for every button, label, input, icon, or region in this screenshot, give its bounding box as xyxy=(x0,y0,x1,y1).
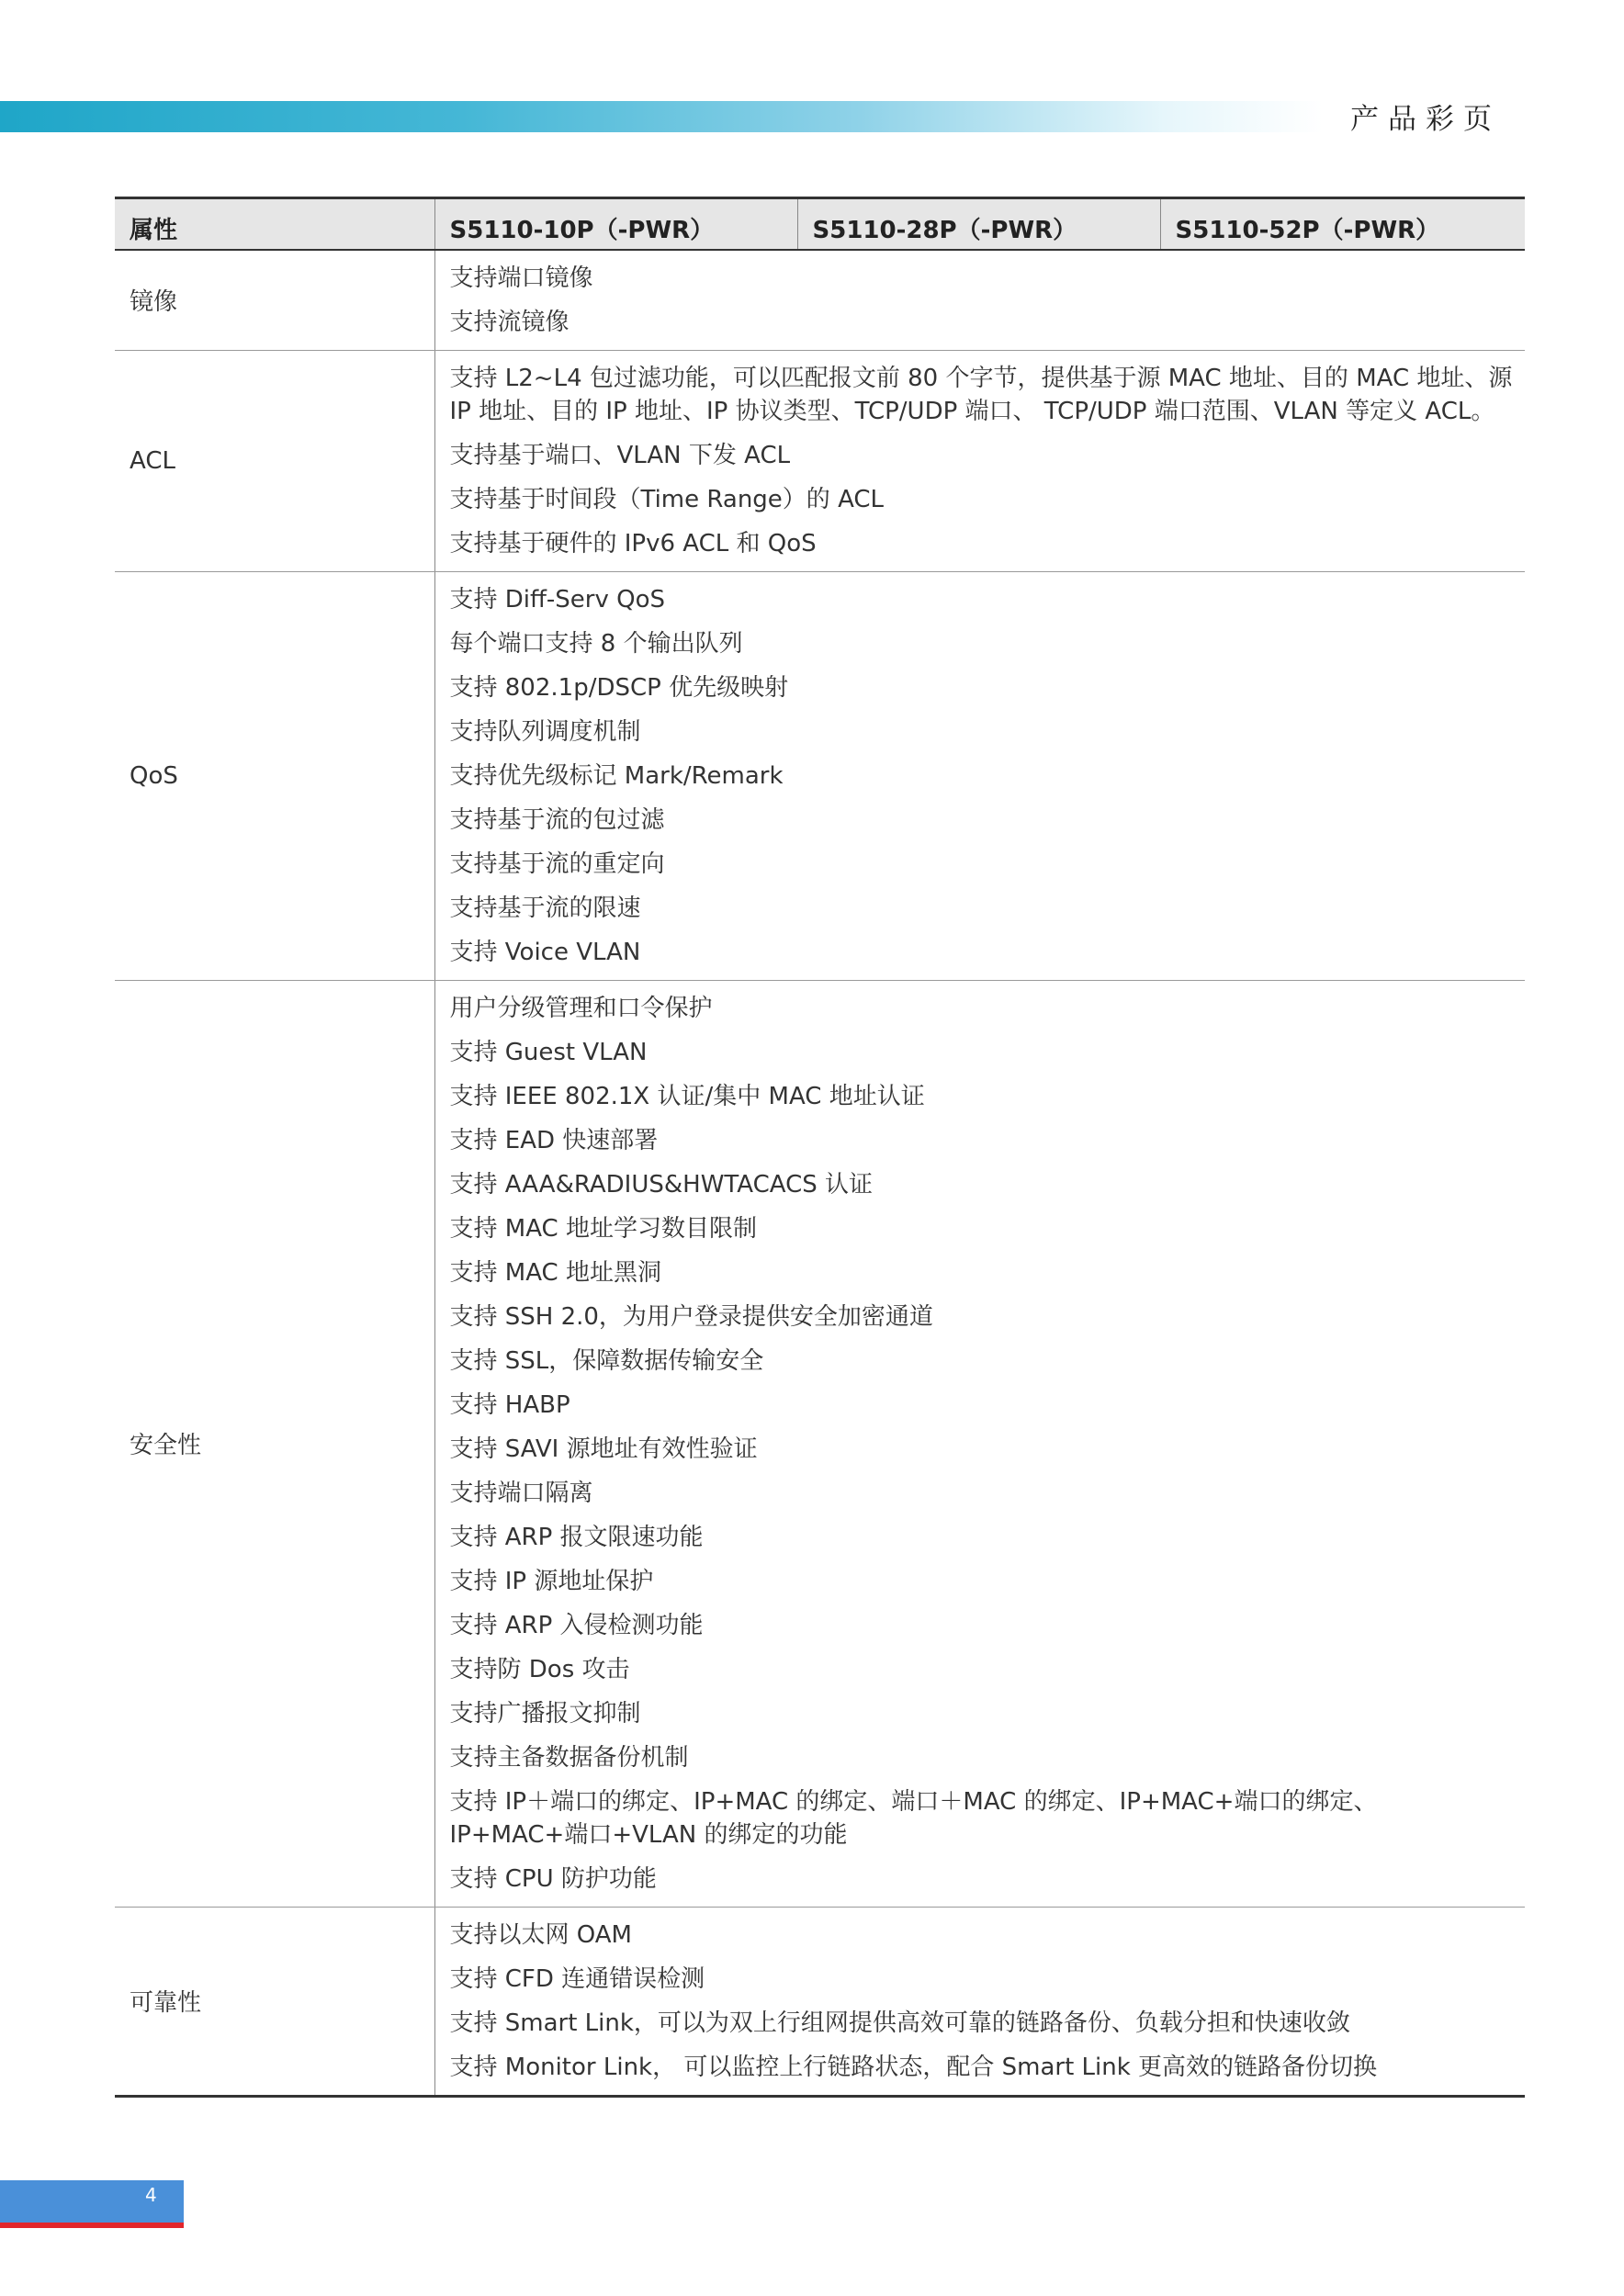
feature-item: 支持主备数据备份机制 xyxy=(449,1743,689,1772)
feature-item: 支持基于流的重定向 xyxy=(449,850,665,878)
page-number: 4 xyxy=(145,2184,157,2206)
table-row xyxy=(115,571,1525,980)
feature-item: 支持 Monitor Link， 可以监控上行链路状态，配合 Smart Link 更高效的链路备份切换 xyxy=(449,2053,1378,2081)
attribute-cell: QoS xyxy=(115,571,434,980)
attribute-cell: 安全性 xyxy=(115,980,434,1907)
feature-item: 支持 Voice VLAN xyxy=(449,938,641,966)
table-row xyxy=(115,250,1525,351)
feature-cell xyxy=(434,571,1525,980)
feature-item: 支持流镜像 xyxy=(449,308,570,336)
table-header-row xyxy=(115,198,1525,250)
feature-item: 支持 MAC 地址学习数目限制 xyxy=(449,1214,757,1243)
attribute-cell: 镜像 xyxy=(115,250,434,351)
feature-item: 支持 IEEE 802.1X 认证/集中 MAC 地址认证 xyxy=(449,1082,925,1110)
page-header-title: 产品彩页 xyxy=(1350,103,1501,136)
feature-cell xyxy=(434,980,1525,1907)
feature-item: 支持 SSH 2.0，为用户登录提供安全加密通道 xyxy=(449,1302,933,1331)
feature-item: 支持广播报文抑制 xyxy=(449,1699,641,1728)
table-row xyxy=(115,350,1525,571)
feature-item: 支持 SAVI 源地址有效性验证 xyxy=(449,1435,758,1463)
feature-item: 支持端口隔离 xyxy=(449,1479,593,1507)
feature-item: 支持 MAC 地址黑洞 xyxy=(449,1258,661,1287)
feature-item: 支持 Smart Link，可以为双上行组网提供高效可靠的链路备份、负载分担和快速收敛 xyxy=(449,2009,1350,2037)
feature-item: 每个端口支持 8 个输出队列 xyxy=(449,629,743,658)
column-header-model-28p: S5110-28P（-PWR） xyxy=(797,198,1160,250)
table-body xyxy=(115,250,1525,2097)
feature-cell xyxy=(434,250,1525,351)
column-header-attribute: 属性 xyxy=(115,198,434,250)
column-header-model-10p: S5110-10P（-PWR） xyxy=(434,198,797,250)
feature-item: 支持 CPU 防护功能 xyxy=(449,1864,657,1893)
attribute-cell: ACL xyxy=(115,350,434,571)
column-header-model-52p: S5110-52P（-PWR） xyxy=(1160,198,1525,250)
feature-item: 支持 Guest VLAN xyxy=(449,1038,648,1066)
feature-item: 支持基于时间段（Time Range）的 ACL xyxy=(449,485,885,513)
feature-cell xyxy=(434,1907,1525,2096)
feature-item: 支持基于流的包过滤 xyxy=(449,805,665,834)
feature-item: 支持 ARP 报文限速功能 xyxy=(449,1523,704,1551)
feature-cell xyxy=(434,350,1525,571)
feature-item: 支持防 Dos 攻击 xyxy=(449,1655,630,1683)
attribute-cell: 可靠性 xyxy=(115,1907,434,2096)
feature-item: 支持基于端口、VLAN 下发 ACL xyxy=(449,441,791,469)
feature-item: 支持端口镜像 xyxy=(449,264,593,292)
feature-item: 支持 IP 源地址保护 xyxy=(449,1567,654,1595)
spec-table xyxy=(115,197,1525,2098)
feature-item: 支持以太网 OAM xyxy=(449,1920,632,1949)
feature-item: 支持 802.1p/DSCP 优先级映射 xyxy=(449,673,789,702)
feature-item: 支持 EAD 快速部署 xyxy=(449,1126,659,1154)
feature-item: 支持队列调度机制 xyxy=(449,717,641,746)
feature-item: 支持基于流的限速 xyxy=(449,894,641,922)
feature-item: 支持 SSL，保障数据传输安全 xyxy=(449,1346,764,1375)
feature-item: 支持优先级标记 Mark/Remark xyxy=(449,761,784,790)
feature-item: 支持 IP＋端口的绑定、IP+MAC 的绑定、端口＋MAC 的绑定、IP+MAC+端口的绑定、IP+MAC+端口+VLAN 的绑定的功能 xyxy=(449,1787,1378,1849)
feature-item: 支持 Diff-Serv QoS xyxy=(449,585,666,613)
feature-item: 支持 CFD 连通错误检测 xyxy=(449,1964,705,1993)
feature-item: 支持基于硬件的 IPv6 ACL 和 QoS xyxy=(449,529,817,557)
feature-item: 支持 L2~L4 包过滤功能，可以匹配报文前 80 个字节，提供基于源 MAC 地址、目的 MAC 地址、源 IP 地址、目的 IP 地址、IP 协议类型、TCP/UDP 端口、 TCP/UDP 端口范围、VLAN 等定义 ACL。 xyxy=(449,364,1513,425)
header-color-band xyxy=(0,101,1323,132)
table-row xyxy=(115,1907,1525,2096)
feature-item: 用户分级管理和口令保护 xyxy=(449,994,713,1022)
table-row xyxy=(115,980,1525,1907)
feature-item: 支持 AAA&RADIUS&HWTACACS 认证 xyxy=(449,1170,873,1199)
feature-item: 支持 HABP xyxy=(449,1390,570,1419)
feature-item: 支持 ARP 入侵检测功能 xyxy=(449,1611,704,1639)
